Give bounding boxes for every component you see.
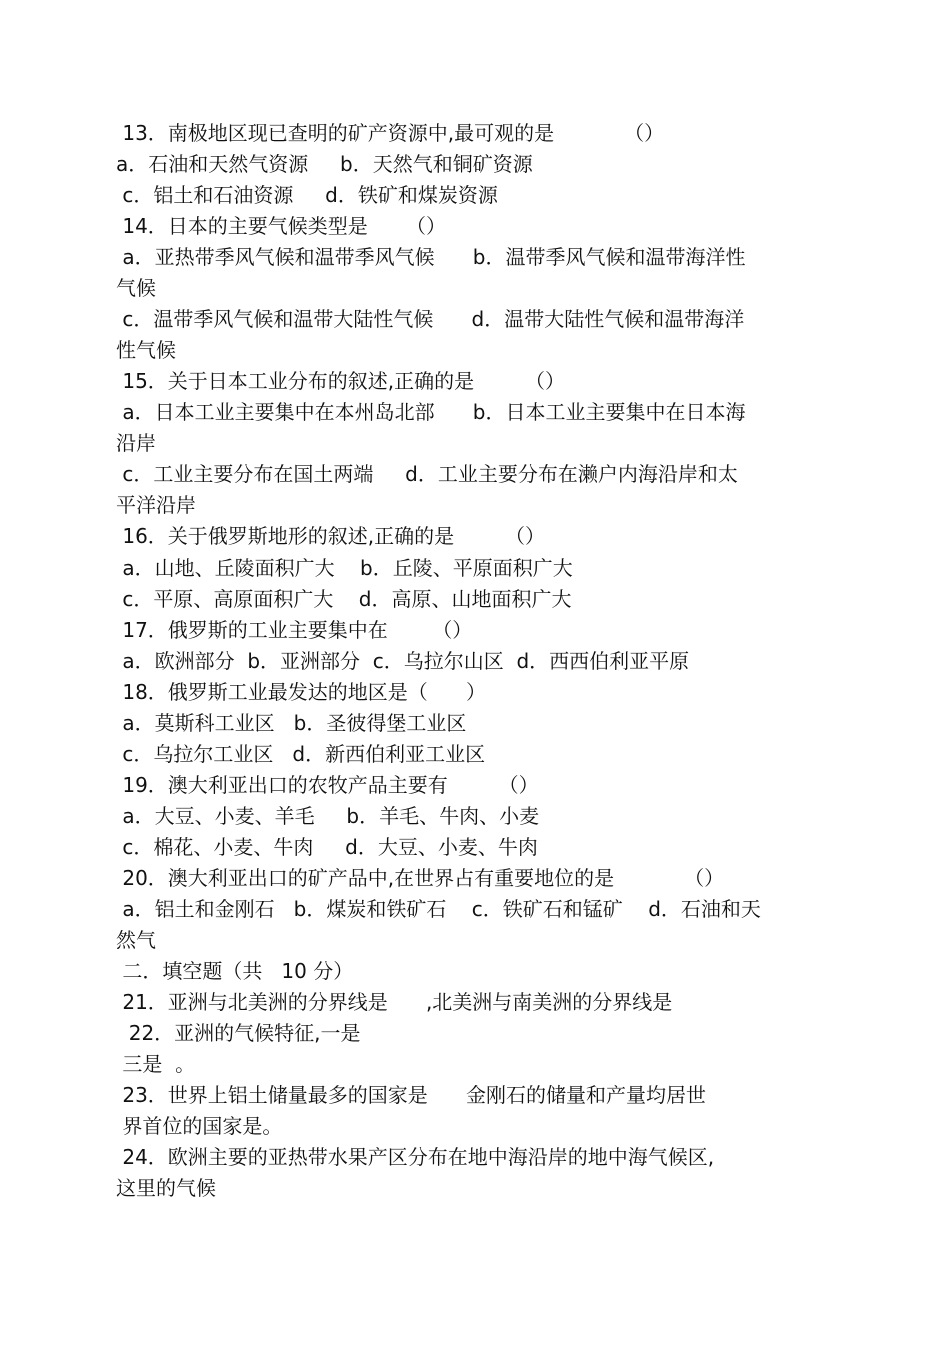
q13-options-cd: c．铝土和石油资源 d．铁矿和煤炭资源 xyxy=(116,183,498,207)
q17-options: a．欧洲部分 b．亚洲部分 c．乌拉尔山区 d．西西伯利亚平原 xyxy=(116,649,690,673)
q18-options-cd: c．乌拉尔工业区 d．新西伯利亚工业区 xyxy=(116,742,486,766)
q20-options-wrap: 然气 xyxy=(116,928,156,952)
q19-options-ab: a．大豆、小麦、羊毛 b．羊毛、牛肉、小麦 xyxy=(116,804,540,828)
question-15: 15．关于日本工业分布的叙述,正确的是 （） xyxy=(116,369,566,393)
question-24: 24．欧洲主要的亚热带水果产区分布在地中海沿岸的地中海气候区, xyxy=(116,1145,715,1169)
question-24-continued: 这里的气候 xyxy=(116,1176,216,1200)
question-20: 20．澳大利亚出口的矿产品中,在世界占有重要地位的是 （） xyxy=(116,866,725,890)
section-fill-in-title: 二．填空题（共 10 分） xyxy=(116,959,354,983)
question-21: 21．亚洲与北美洲的分界线是 ,北美洲与南美洲的分界线是 xyxy=(116,990,673,1014)
question-22-continued: 三是 。 xyxy=(116,1052,196,1076)
question-14: 14．日本的主要气候类型是 （） xyxy=(116,214,446,238)
q16-options-ab: a．山地、丘陵面积广大 b．丘陵、平原面积广大 xyxy=(116,556,573,580)
q15-options-ab: a．日本工业主要集中在本州岛北部 b．日本工业主要集中在日本海 xyxy=(116,400,746,424)
q15-options-ab-wrap: 沿岸 xyxy=(116,431,156,455)
question-13: 13．南极地区现已查明的矿产资源中,最可观的是 （） xyxy=(116,121,665,145)
q19-options-cd: c．棉花、小麦、牛肉 d．大豆、小麦、牛肉 xyxy=(116,835,538,859)
question-23: 23．世界上铝土储量最多的国家是 金刚石的储量和产量均居世 xyxy=(116,1083,706,1107)
q20-options: a．铝土和金刚石 b．煤炭和铁矿石 c．铁矿石和锰矿 d．石油和天 xyxy=(116,897,761,921)
question-23-continued: 界首位的国家是。 xyxy=(116,1114,283,1138)
q14-options-ab-wrap: 气候 xyxy=(116,276,156,300)
q15-options-cd-wrap: 平洋沿岸 xyxy=(116,493,196,517)
q14-options-cd-wrap: 性气候 xyxy=(116,338,176,362)
question-17: 17．俄罗斯的工业主要集中在 （） xyxy=(116,618,473,642)
q14-options-ab: a．亚热带季风气候和温带季风气候 b．温带季风气候和温带海洋性 xyxy=(116,245,746,269)
question-18: 18．俄罗斯工业最发达的地区是（ ） xyxy=(116,680,486,704)
q18-options-ab: a．莫斯科工业区 b．圣彼得堡工业区 xyxy=(116,711,467,735)
question-16: 16．关于俄罗斯地形的叙述,正确的是 （） xyxy=(116,524,546,548)
q15-options-cd: c．工业主要分布在国土两端 d．工业主要分布在濑户内海沿岸和太 xyxy=(116,462,738,486)
question-22: 22．亚洲的气候特征,一是 xyxy=(116,1021,361,1045)
q13-options-ab: a．石油和天然气资源 b．天然气和铜矿资源 xyxy=(116,152,533,176)
question-19: 19．澳大利亚出口的农牧产品主要有 （） xyxy=(116,773,539,797)
q16-options-cd: c．平原、高原面积广大 d．高原、山地面积广大 xyxy=(116,587,572,611)
q14-options-cd: c．温带季风气候和温带大陆性气候 d．温带大陆性气候和温带海洋 xyxy=(116,307,745,331)
